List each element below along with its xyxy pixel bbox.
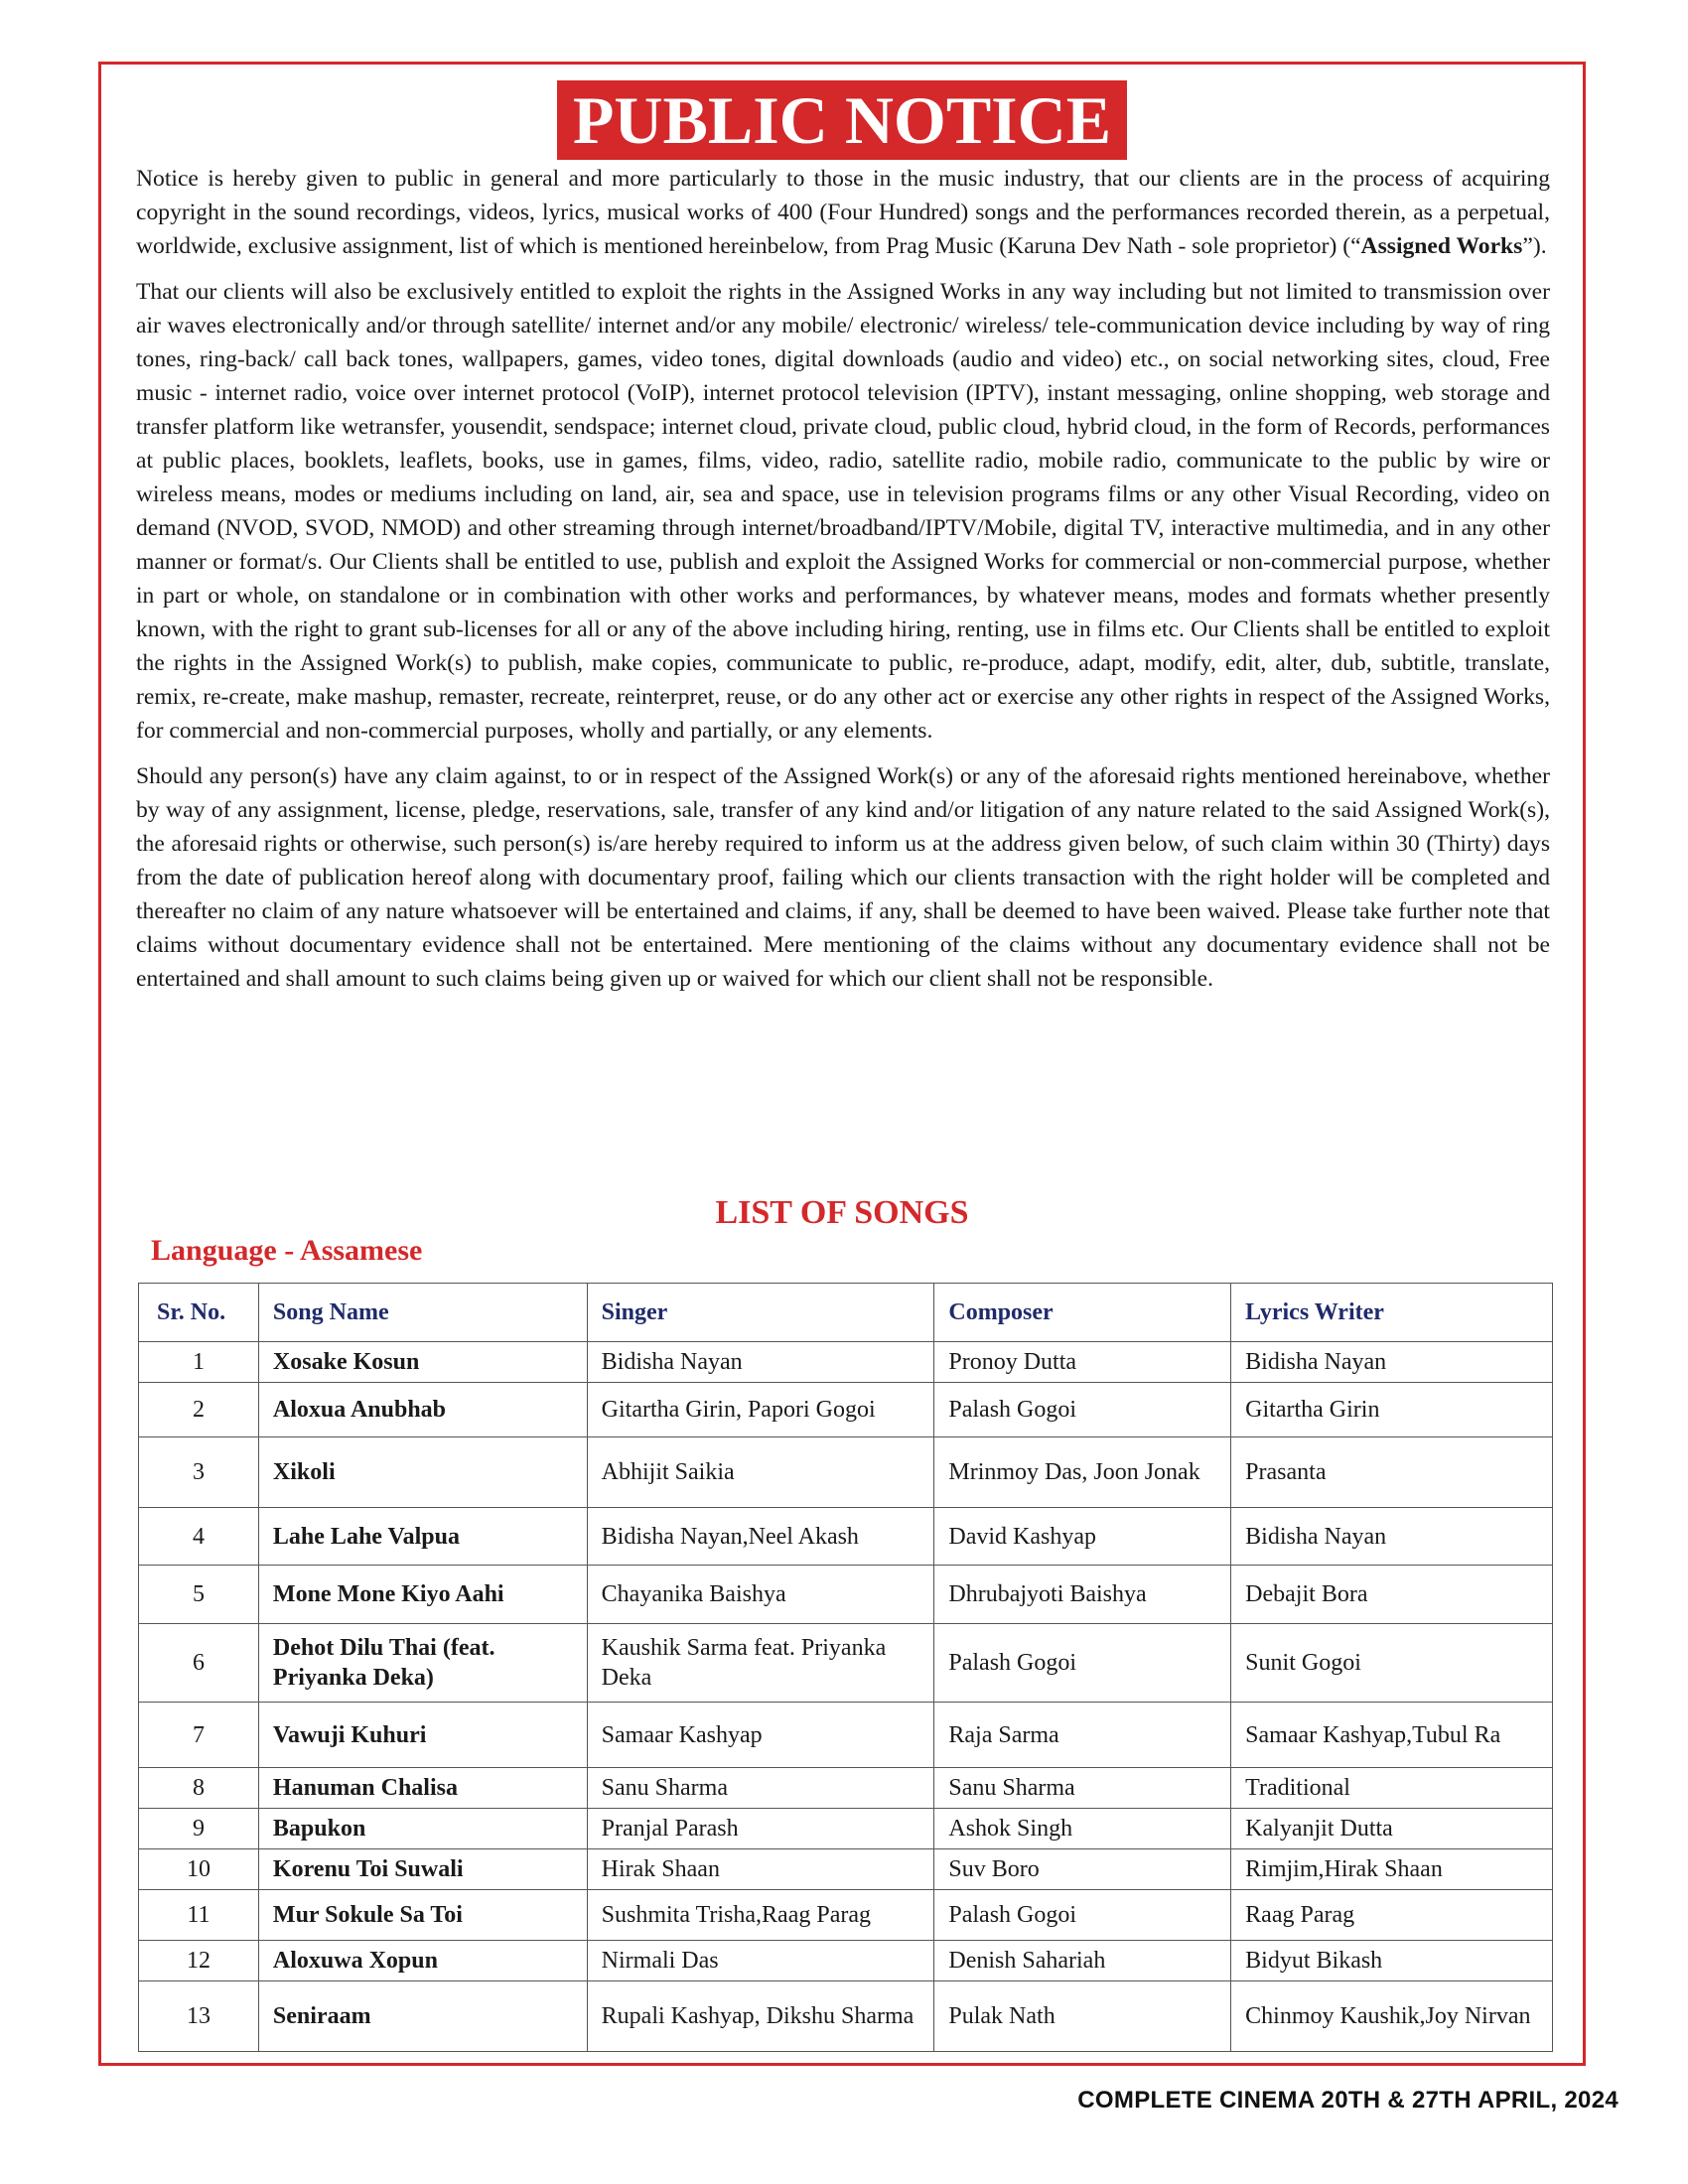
cell-singer: Chayanika Baishya — [587, 1566, 934, 1624]
cell-sr-no: 9 — [139, 1809, 259, 1849]
language-label: Language - Assamese — [151, 1234, 423, 1267]
cell-lyrics-writer: Traditional — [1231, 1768, 1553, 1809]
cell-lyrics-writer: Bidyut Bikash — [1231, 1941, 1553, 1981]
table-row — [139, 1566, 1553, 1624]
table-row — [139, 1768, 1553, 1809]
cell-lyrics-writer: Samaar Kashyap,Tubul Ra — [1231, 1703, 1553, 1768]
table-row — [139, 1941, 1553, 1981]
cell-singer: Sushmita Trisha,Raag Parag — [587, 1890, 934, 1941]
publication-footer: COMPLETE CINEMA 20TH & 27TH APRIL, 2024 — [1077, 2087, 1618, 2114]
assigned-works-term: Assigned Works — [1360, 233, 1523, 259]
cell-composer: Palash Gogoi — [934, 1624, 1231, 1703]
notice-frame — [98, 62, 1586, 2066]
header-composer: Composer — [934, 1284, 1231, 1342]
cell-composer: Dhrubajyoti Baishya — [934, 1566, 1231, 1624]
header-sr-no: Sr. No. — [139, 1284, 259, 1342]
cell-composer: Ashok Singh — [934, 1809, 1231, 1849]
table-row — [139, 1342, 1553, 1383]
table-row — [139, 1437, 1553, 1508]
cell-singer: Bidisha Nayan — [587, 1342, 934, 1383]
cell-song-name: Korenu Toi Suwali — [258, 1849, 587, 1890]
table-header-row — [139, 1284, 1553, 1342]
cell-composer: Mrinmoy Das, Joon Jonak — [934, 1437, 1231, 1508]
cell-song-name: Mur Sokule Sa Toi — [258, 1890, 587, 1941]
cell-song-name: Dehot Dilu Thai (feat. Priyanka Deka) — [258, 1624, 587, 1703]
cell-lyrics-writer: Kalyanjit Dutta — [1231, 1809, 1553, 1849]
cell-song-name: Xosake Kosun — [258, 1342, 587, 1383]
cell-sr-no: 13 — [139, 1981, 259, 2052]
cell-composer: David Kashyap — [934, 1508, 1231, 1566]
cell-lyrics-writer: Rimjim,Hirak Shaan — [1231, 1849, 1553, 1890]
header-singer: Singer — [587, 1284, 934, 1342]
cell-sr-no: 8 — [139, 1768, 259, 1809]
cell-composer: Suv Boro — [934, 1849, 1231, 1890]
cell-sr-no: 2 — [139, 1383, 259, 1437]
cell-singer: Hirak Shaan — [587, 1849, 934, 1890]
header-song-name: Song Name — [258, 1284, 587, 1342]
cell-sr-no: 4 — [139, 1508, 259, 1566]
header-lyrics-writer: Lyrics Writer — [1231, 1284, 1553, 1342]
cell-lyrics-writer: Chinmoy Kaushik,Joy Nirvan — [1231, 1981, 1553, 2052]
cell-sr-no: 11 — [139, 1890, 259, 1941]
cell-sr-no: 6 — [139, 1624, 259, 1703]
cell-lyrics-writer: Sunit Gogoi — [1231, 1624, 1553, 1703]
cell-lyrics-writer: Prasanta — [1231, 1437, 1553, 1508]
table-row — [139, 1849, 1553, 1890]
cell-lyrics-writer: Bidisha Nayan — [1231, 1508, 1553, 1566]
paragraph-1-end: ”). — [1522, 233, 1547, 259]
cell-singer: Nirmali Das — [587, 1941, 934, 1981]
cell-song-name: Bapukon — [258, 1809, 587, 1849]
cell-lyrics-writer: Bidisha Nayan — [1231, 1342, 1553, 1383]
cell-singer: Bidisha Nayan,Neel Akash — [587, 1508, 934, 1566]
cell-composer: Pulak Nath — [934, 1981, 1231, 2052]
cell-song-name: Lahe Lahe Valpua — [258, 1508, 587, 1566]
paragraph-3: Should any person(s) have any claim against, to or in respect of the Assigned Work(s) or any of the aforesaid rights mentioned hereinabove, whether by way of any assignment, license, pledge, reservations, sale, transfer of any kind and/or litigation of any nature related to the said Assigned Work(s), the aforesaid rights or otherwise, such person(s) is/are hereby required to inform us at the address given below, of such claim within 30 (Thirty) days from the date of publication hereof along with documentary proof, failing which our clients transaction with the right holder will be completed and thereafter no claim of any nature whatsoever will be entertained and claims, if any, shall be deemed to have been waived. Please take further note that claims without documentary evidence shall not be entertained. Mere mentioning of the claims without any documentary evidence shall not be entertained and shall amount to such claims being given up or waived for which our client shall not be responsible. — [136, 763, 1550, 992]
cell-sr-no: 1 — [139, 1342, 259, 1383]
cell-composer: Raja Sarma — [934, 1703, 1231, 1768]
cell-composer: Pronoy Dutta — [934, 1342, 1231, 1383]
cell-song-name: Aloxuwa Xopun — [258, 1941, 587, 1981]
cell-singer: Abhijit Saikia — [587, 1437, 934, 1508]
cell-sr-no: 3 — [139, 1437, 259, 1508]
cell-singer: Kaushik Sarma feat. Priyanka Deka — [587, 1624, 934, 1703]
table-row — [139, 1703, 1553, 1768]
cell-sr-no: 5 — [139, 1566, 259, 1624]
notice-body — [136, 162, 1550, 1008]
cell-singer: Rupali Kashyap, Dikshu Sharma — [587, 1981, 934, 2052]
cell-singer: Samaar Kashyap — [587, 1703, 934, 1768]
cell-composer: Denish Sahariah — [934, 1941, 1231, 1981]
cell-sr-no: 10 — [139, 1849, 259, 1890]
cell-composer: Sanu Sharma — [934, 1768, 1231, 1809]
cell-singer: Sanu Sharma — [587, 1768, 934, 1809]
cell-song-name: Mone Mone Kiyo Aahi — [258, 1566, 587, 1624]
table-row — [139, 1809, 1553, 1849]
table-row — [139, 1624, 1553, 1703]
cell-song-name: Hanuman Chalisa — [258, 1768, 587, 1809]
paragraph-1 — [136, 162, 1550, 263]
cell-song-name: Seniraam — [258, 1981, 587, 2052]
cell-singer: Gitartha Girin, Papori Gogoi — [587, 1383, 934, 1437]
paragraph-2: That our clients will also be exclusively entitled to exploit the rights in the Assigned Works in any way including but not limited to transmission over air waves electronically and/or through satellite/ internet and/or any mobile/ electronic/ wireless/ tele-communication device including by way of ring tones, ring-back/ call back tones, wallpapers, games, video tones, digital downloads (audio and video) etc., on social networking sites, cloud, Free music - internet radio, voice over internet protocol (VoIP), internet protocol television (IPTV), instant messaging, online shopping, web storage and transfer platform like wetransfer, yousendit, sendspace; internet cloud, private cloud, public cloud, hybrid cloud, in the form of Records, performances at public places, booklets, leaflets, books, use in games, films, video, radio, satellite radio, mobile radio, communicate to the public by wire or wireless means, modes or mediums including on land, air, sea and space, use in television programs films or any other Visual Recording, video on demand (NVOD, SVOD, NMOD) and other streaming through internet/broadband/IPTV/Mobile, digital TV, interactive multimedia, and in any other manner or format/s. Our Clients shall be entitled to use, publish and exploit the Assigned Works for commercial or non-commercial purpose, whether in part or whole, on standalone or in combination with other works and performances, by whatever means, modes and formats whether presently known, with the right to grant sub-licenses for all or any of the above including hiring, renting, use in films etc. Our Clients shall be entitled to exploit the rights in the Assigned Work(s) to publish, make copies, communicate to public, re-produce, adapt, modify, edit, alter, dub, subtitle, translate, remix, re-create, make mashup, remaster, recreate, reinterpret, reuse, or do any other act or exercise any other rights in respect of the Assigned Works, for commercial and non-commercial purposes, wholly and partially, or any elements. — [136, 279, 1550, 744]
title-wrap — [101, 80, 1583, 160]
cell-singer: Pranjal Parash — [587, 1809, 934, 1849]
cell-song-name: Vawuji Kuhuri — [258, 1703, 587, 1768]
cell-sr-no: 12 — [139, 1941, 259, 1981]
cell-lyrics-writer: Raag Parag — [1231, 1890, 1553, 1941]
notice-title: PUBLIC NOTICE — [557, 80, 1127, 160]
list-title: LIST OF SONGS — [715, 1194, 969, 1231]
table-row — [139, 1508, 1553, 1566]
cell-song-name: Aloxua Anubhab — [258, 1383, 587, 1437]
cell-sr-no: 7 — [139, 1703, 259, 1768]
cell-composer: Palash Gogoi — [934, 1383, 1231, 1437]
songs-table — [138, 1283, 1553, 2052]
cell-lyrics-writer: Debajit Bora — [1231, 1566, 1553, 1624]
paragraph-1-text: Notice is hereby given to public in general and more particularly to those in the music industry, that our clients are in the process of acquiring copyright in the sound recordings, videos, lyrics, musical works of 400 (Four Hundred) songs and the performances recorded therein, as a perpetual, worldwide, exclusive assignment, list of which is mentioned hereinbelow, from Prag Music (Karuna Dev Nath - sole proprietor) (“ — [136, 166, 1550, 259]
cell-lyrics-writer: Gitartha Girin — [1231, 1383, 1553, 1437]
table-row — [139, 1981, 1553, 2052]
table-row — [139, 1890, 1553, 1941]
table-row — [139, 1383, 1553, 1437]
cell-song-name: Xikoli — [258, 1437, 587, 1508]
cell-composer: Palash Gogoi — [934, 1890, 1231, 1941]
